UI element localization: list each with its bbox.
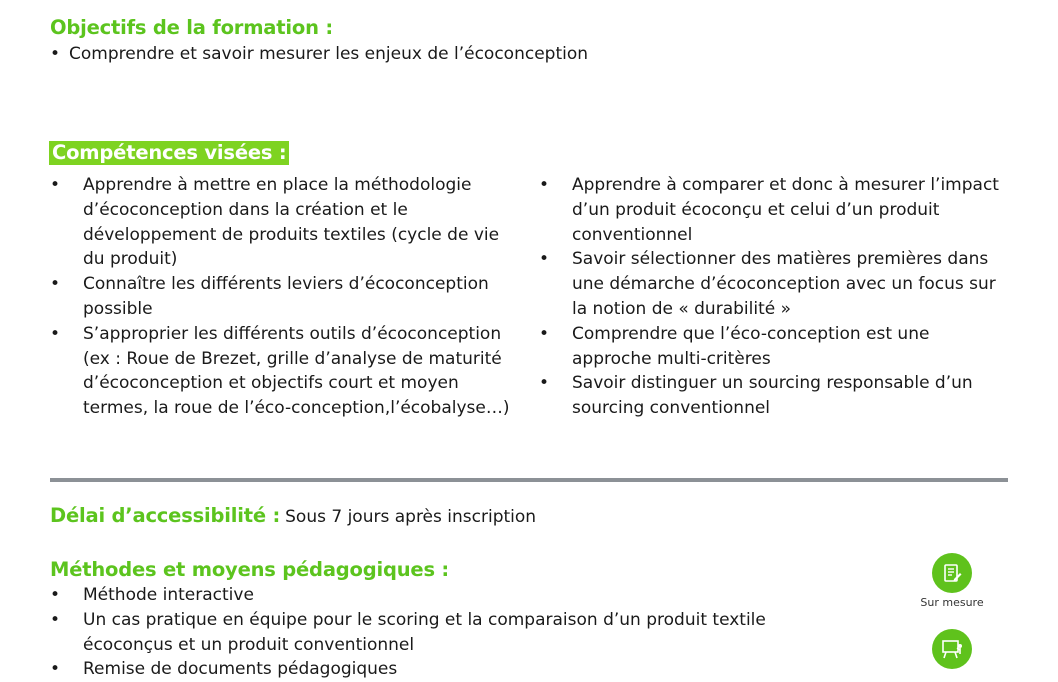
competences-left-list	[50, 173, 520, 421]
list-item-text: S’approprier les différents outils d’écoconception (ex : Roue de Brezet, grille d’analyse de maturité d’écoconception et objectifs court et moyen termes, la roue de l’éco-conception,l’écobalyse…)	[83, 323, 510, 419]
list-item	[539, 371, 1004, 421]
list-item-text: Comprendre que l’éco-conception est une approche multi-critères	[572, 323, 930, 369]
list-item-text: Savoir distinguer un sourcing responsable d’un sourcing conventionnel	[572, 373, 973, 419]
list-item	[50, 322, 520, 421]
list-item-text: Méthode interactive	[83, 585, 254, 605]
list-item	[539, 173, 1004, 247]
bullet: •	[50, 323, 61, 344]
list-item	[539, 247, 1004, 321]
list-item	[50, 608, 840, 658]
bullet: •	[50, 175, 61, 195]
list-item-text: Remise de documents pédagogiques	[83, 659, 398, 680]
list-item	[539, 322, 1004, 372]
list-item-text: Savoir sélectionner des matières premières dans une démarche d’écoconception avec un focus sur la notion de « durabilité »	[572, 249, 996, 319]
list-item	[50, 657, 840, 682]
objectifs-heading: Objectifs de la formation :	[50, 16, 333, 39]
custom-document-icon	[932, 553, 972, 593]
list-item	[50, 583, 840, 608]
list-item	[50, 272, 520, 322]
bullet: •	[50, 609, 61, 630]
list-item-text: Apprendre à comparer et donc à mesurer l’impact d’un produit écoconçu et celui d’un produit conventionnel	[572, 175, 999, 245]
list-item-text: Comprendre et savoir mesurer les enjeux de l’écoconception	[69, 44, 589, 64]
section-divider	[50, 478, 1008, 482]
delai-line	[50, 504, 536, 530]
list-item	[50, 42, 750, 67]
list-item-text: Un cas pratique en équipe pour le scoring et la comparaison d’un produit textile écoconçus et un produit conventionnel	[83, 609, 766, 655]
list-item	[50, 173, 520, 272]
icon-caption: Sur mesure	[920, 596, 984, 609]
competences-right-list	[539, 173, 1004, 421]
objectifs-list	[50, 42, 750, 67]
presentation-board-icon	[932, 629, 972, 669]
bullet: •	[50, 659, 61, 680]
list-item-text: Connaître les différents leviers d’écoconception possible	[83, 274, 489, 319]
bullet: •	[539, 249, 550, 270]
bullet: •	[539, 323, 550, 344]
bullet: •	[50, 274, 61, 295]
bullet: •	[50, 585, 61, 605]
list-item-text: Apprendre à mettre en place la méthodologie d’écoconception dans la création et le développement de produits textiles (cycle de vie du produit)	[83, 175, 500, 270]
bullet: •	[539, 373, 550, 394]
delai-value: Sous 7 jours après inscription	[285, 507, 537, 527]
delai-label: Délai d’accessibilité :	[50, 504, 281, 527]
methodes-list	[50, 583, 840, 682]
competences-heading: Compétences visées :	[49, 141, 289, 165]
bullet: •	[50, 44, 61, 64]
methodes-heading: Méthodes et moyens pédagogiques :	[50, 558, 450, 581]
bullet: •	[539, 175, 550, 195]
